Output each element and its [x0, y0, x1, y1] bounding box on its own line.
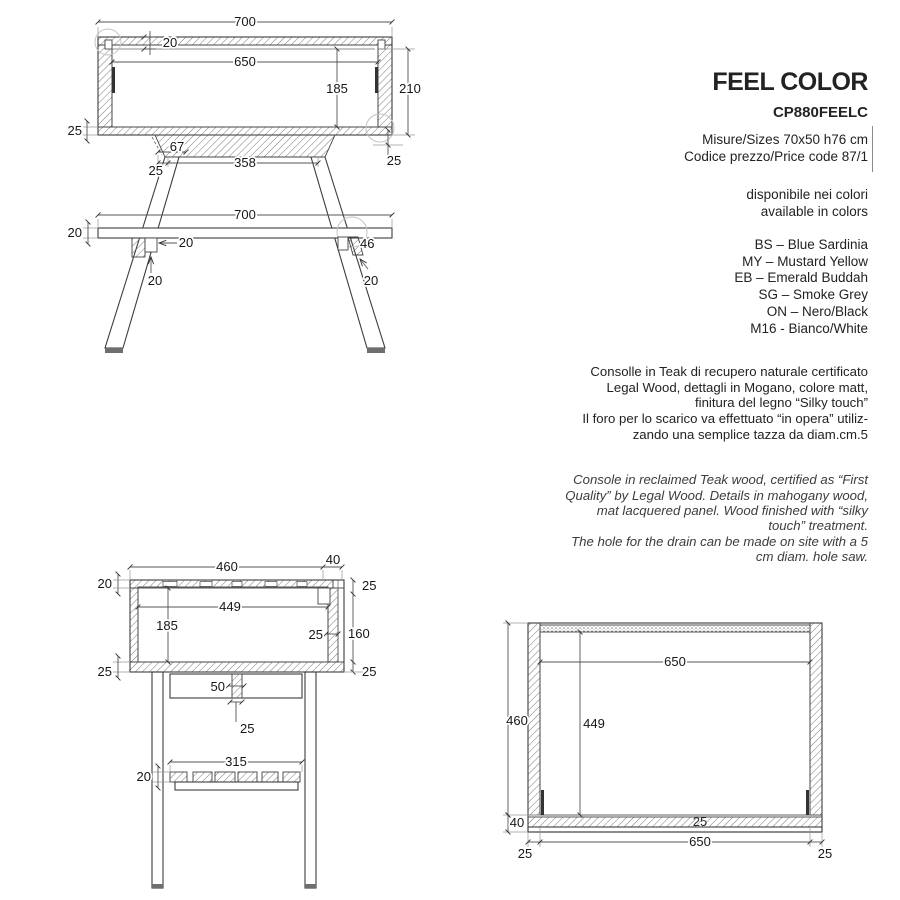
dim-side-rim: 25 — [362, 578, 377, 593]
dim-plan-inner-depth: 449 — [583, 716, 605, 731]
description-it-line: zando una semplice tazza da diam.cm.5 — [632, 426, 868, 442]
dim-side-top-thick: 20 — [97, 576, 112, 591]
description-it-line: Consolle in Teak di recupero naturale certificato — [590, 364, 868, 380]
side-bottle-rack — [170, 772, 300, 790]
dim-side-bottom-back: 25 — [362, 664, 377, 679]
dim-front-joint: 20 — [178, 235, 194, 250]
plan-view-drawing — [495, 595, 855, 885]
color-option: EB – Emerald Buddah — [734, 270, 868, 286]
dim-front-detail: 46 — [360, 236, 375, 251]
dim-front-bottom: 25 — [67, 123, 82, 138]
front-section-drawing — [55, 5, 425, 360]
dim-plan-corner-left: 25 — [517, 846, 533, 861]
description-en-line: cm diam. hole saw. — [755, 549, 868, 565]
product-title: FEEL COLOR — [712, 68, 868, 96]
dim-front-inner-height: 185 — [326, 81, 348, 96]
description-italian — [558, 364, 868, 442]
dim-front-joint-depth: 20 — [147, 273, 163, 288]
description-it-line: Legal Wood, dettagli in Mogano, colore matt, — [606, 379, 868, 395]
description-it-line: finitura del legno “Silky touch” — [695, 395, 868, 411]
color-option: MY – Mustard Yellow — [742, 253, 868, 269]
front-basin-box — [95, 29, 394, 142]
description-it-line: Il foro per lo scarico va effettuato “in opera” utiliz- — [582, 411, 868, 426]
dim-side-wall: 25 — [308, 627, 323, 642]
dim-side-inner-height: 185 — [156, 618, 178, 633]
dim-front-shelf-thick: 20 — [67, 225, 82, 240]
dim-front-height: 210 — [399, 81, 421, 96]
description-en-line: Quality” by Legal Wood. Details in mahogany wood, — [565, 487, 868, 503]
dim-front-support-edge: 25 — [148, 163, 163, 178]
dim-plan-inner-width: 650 — [664, 654, 686, 669]
dim-side-rack-thick: 20 — [136, 769, 151, 784]
dim-front-width: 700 — [234, 14, 256, 29]
dim-front-leg-thick: 20 — [363, 273, 379, 288]
dim-side-top: 460 — [216, 559, 238, 574]
availability-note — [558, 186, 868, 220]
availability-it: disponibile nei colori — [746, 187, 868, 202]
code-divider-line — [872, 126, 873, 172]
dim-side-drain-edge: 25 — [240, 721, 255, 736]
description-en-line: Console in reclaimed Teak wood, certified as “First — [573, 472, 868, 488]
dim-side-bottom-front: 25 — [97, 664, 112, 679]
dim-plan-depth: 460 — [506, 713, 528, 728]
color-option: BS – Blue Sardinia — [754, 237, 868, 252]
dim-front-support-width: 358 — [234, 155, 256, 170]
dim-plan-corner-right: 25 — [817, 846, 833, 861]
color-option: ON – Nero/Black — [766, 303, 868, 319]
description-en-line: mat lacquered panel. Wood finished with “silky — [596, 503, 868, 518]
dim-plan-rim: 25 — [692, 814, 708, 829]
availability-en: available in colors — [760, 204, 868, 219]
product-sizes: Misure/Sizes 70x50 h76 cm — [702, 132, 868, 147]
dim-side-drain: 50 — [210, 679, 225, 694]
dim-plan-width: 650 — [689, 834, 711, 849]
color-list — [558, 237, 868, 337]
dim-side-back-height: 160 — [348, 626, 370, 641]
front-legs — [105, 157, 385, 353]
dim-front-support-offset: 67 — [169, 139, 185, 154]
color-option: SG – Smoke Grey — [758, 287, 868, 303]
dim-front-side: 25 — [386, 153, 402, 168]
dim-front-lip: 20 — [162, 35, 178, 50]
dim-side-overhang: 40 — [325, 552, 341, 567]
product-price-code: Codice prezzo/Price code 87/1 — [684, 149, 868, 164]
product-meta — [558, 131, 868, 165]
dim-front-shelf-width: 700 — [234, 207, 256, 222]
side-section-drawing — [80, 550, 410, 900]
description-en-line: touch” treatment. — [768, 518, 868, 534]
color-option: M16 - Bianco/White — [750, 320, 868, 336]
dim-front-inner-width: 650 — [234, 54, 256, 69]
product-info-column — [558, 70, 868, 565]
dim-plan-front-edge: 40 — [509, 815, 525, 830]
description-en-line: The hole for the drain can be made on site with a 5 — [571, 533, 868, 549]
description-english — [558, 472, 868, 564]
dim-side-inner-width: 449 — [219, 599, 241, 614]
dim-side-rack-width: 315 — [225, 754, 247, 769]
product-code: CP880FEELC — [772, 104, 868, 121]
